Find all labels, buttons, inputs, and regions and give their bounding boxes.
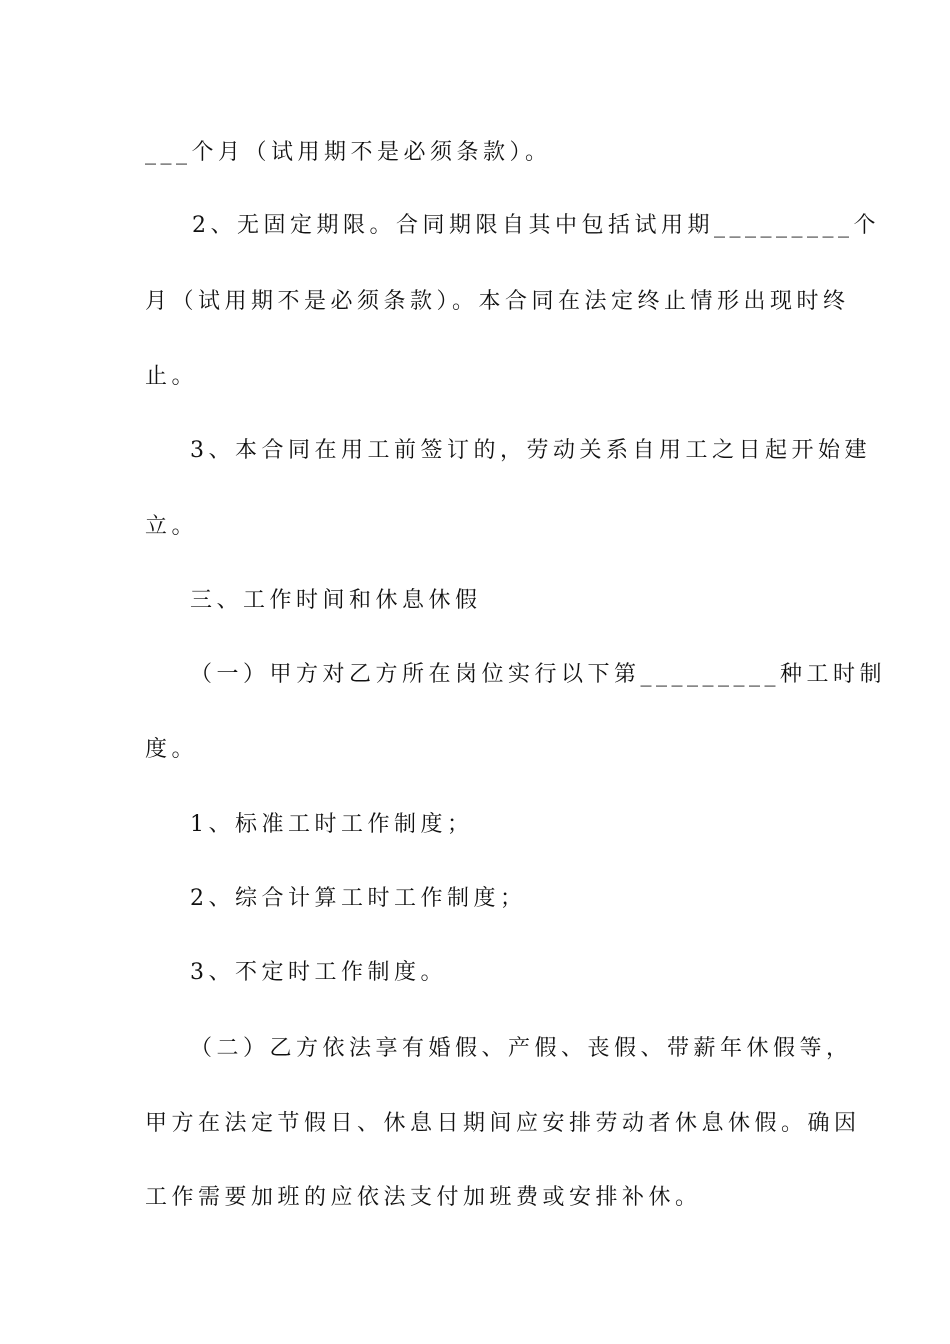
text-line-14: 甲方在法定节假日、休息日期间应安排劳动者休息休假。确因 [145, 1111, 861, 1136]
text-line-2: 2、无固定期限。合同期限自其中包括试用期_________个 [192, 213, 880, 238]
text-line-6: 立。 [145, 514, 199, 539]
text-line-9: 度。 [145, 737, 199, 762]
text-line-1: ___个月（试用期不是必须条款）。 [145, 140, 552, 165]
text-line-5: 3、本合同在用工前签订的，劳动关系自用工之日起开始建 [190, 438, 871, 463]
text-line-3: 月（试用期不是必须条款）。本合同在法定终止情形出现时终 [145, 289, 850, 314]
list-item-2: 2、综合计算工时工作制度； [190, 886, 527, 911]
section-heading: 三、工作时间和休息休假 [190, 588, 482, 613]
list-item-3: 3、不定时工作制度。 [190, 960, 447, 985]
list-item-1: 1、标准工时工作制度； [190, 812, 474, 837]
text-line-4: 止。 [145, 364, 199, 389]
text-line-8: （一）甲方对乙方所在岗位实行以下第_________种工时制 [190, 662, 887, 687]
text-line-15: 工作需要加班的应依法支付加班费或安排补休。 [145, 1185, 702, 1210]
text-line-13: （二）乙方依法享有婚假、产假、丧假、带薪年休假等， [190, 1036, 853, 1061]
